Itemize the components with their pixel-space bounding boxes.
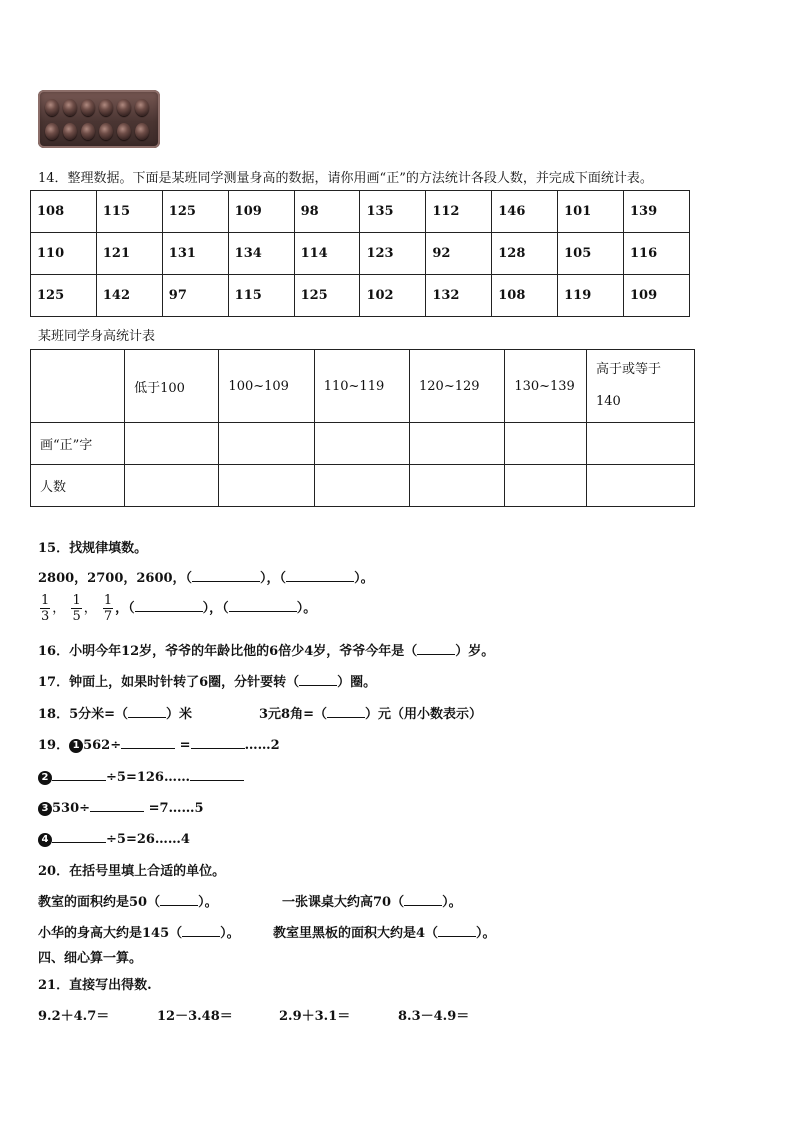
table-cell: 97	[162, 275, 228, 317]
answer-blank[interactable]	[192, 567, 260, 582]
answer-blank[interactable]	[182, 922, 220, 937]
table-row	[31, 423, 695, 465]
q19-text: ……2	[244, 738, 280, 753]
q15-line2	[38, 593, 316, 624]
q20-b-text: 一张课桌大约高70（	[282, 895, 405, 910]
q18-part-a	[38, 703, 192, 722]
q20-close: ）。	[442, 895, 462, 910]
table-cell: 115	[228, 275, 294, 317]
table-cell: 114	[294, 233, 360, 275]
q19-text: =7……5	[148, 801, 204, 816]
q18-a-text: 18．5分米=（	[38, 707, 129, 722]
table-cell: 92	[426, 233, 492, 275]
table-row	[31, 465, 695, 507]
table-cell: 101	[558, 191, 624, 233]
table-cell: 119	[558, 275, 624, 317]
answer-blank[interactable]	[438, 922, 476, 937]
numerator: 1	[103, 593, 113, 608]
q15-seq1-text: 2800，2700，2600，（	[38, 571, 193, 586]
q17-end: ）圈。	[337, 675, 377, 690]
q19-line2	[38, 766, 244, 785]
calc-item: 9.2＋4.7＝	[38, 1009, 110, 1024]
circled-number: 3	[38, 802, 52, 816]
height-data-table	[30, 190, 690, 317]
calc-item: 2.9＋3.1＝	[279, 1009, 351, 1024]
row-header: 画“正”字	[31, 423, 125, 465]
chocolate-tray-image	[38, 90, 160, 148]
q20-b	[282, 891, 462, 910]
calc-item: 8.3－4.9＝	[398, 1009, 470, 1024]
q18-part-b	[259, 703, 482, 722]
denominator: 7	[103, 609, 113, 624]
column-header: 120~129	[410, 350, 505, 423]
q19-line1	[38, 734, 280, 753]
q19-text: ÷5=26……4	[106, 832, 190, 847]
calc-item: 12－3.48＝	[157, 1009, 233, 1024]
q17-text: 17．钟面上，如果时针转了6圈，分针要转（	[38, 675, 300, 690]
answer-cell[interactable]	[505, 465, 587, 507]
stat-table-title: 某班同学身高统计表	[38, 329, 156, 344]
comma: ，	[83, 601, 97, 616]
fraction	[40, 593, 50, 624]
table-cell: 134	[228, 233, 294, 275]
q20-d	[273, 922, 496, 941]
circled-number: 2	[38, 771, 52, 785]
q15-mid-text: ），（	[202, 601, 229, 616]
answer-cell[interactable]	[410, 465, 505, 507]
answer-blank[interactable]	[52, 766, 106, 781]
table-cell: 109	[624, 275, 690, 317]
q16-end: ）岁。	[455, 644, 495, 659]
q19-prompt: 19．	[38, 738, 70, 753]
answer-blank[interactable]	[327, 703, 365, 718]
table-cell: 121	[96, 233, 162, 275]
q15-end-text: ）。	[296, 601, 317, 616]
answer-blank[interactable]	[90, 797, 144, 812]
section-heading: 四、细心算一算。	[38, 951, 143, 966]
q18-b-text: 3元8角=（	[259, 707, 327, 722]
fraction	[103, 593, 113, 624]
q19-text: 562÷	[83, 738, 122, 753]
table-cell: 125	[162, 191, 228, 233]
corner-cell	[31, 350, 125, 423]
q21-prompt: 21．直接写出得数.	[38, 978, 152, 993]
answer-blank[interactable]	[191, 734, 245, 749]
answer-blank[interactable]	[404, 891, 442, 906]
q15-frac-lead: ，（	[115, 601, 135, 616]
table-cell: 125	[294, 275, 360, 317]
q19-text: 530÷	[52, 801, 91, 816]
table-cell: 105	[558, 233, 624, 275]
q19-text: ÷5=126……	[106, 770, 190, 785]
table-cell: 102	[360, 275, 426, 317]
circled-number: 4	[38, 833, 52, 847]
circled-number: 1	[69, 739, 83, 753]
q20-close: ）。	[220, 926, 240, 941]
numerator: 1	[72, 593, 81, 608]
q20-c	[38, 922, 240, 941]
height-stat-table	[30, 349, 695, 507]
answer-cell[interactable]	[314, 465, 409, 507]
answer-blank[interactable]	[299, 671, 337, 686]
q15-mid-text: ），（	[260, 571, 287, 586]
q19-text: =	[179, 738, 191, 753]
q16-text: 16．小明今年12岁，爷爷的年龄比他的6倍少4岁，爷爷今年是（	[38, 644, 418, 659]
answer-cell[interactable]	[125, 423, 219, 465]
q20-d-text: 教室里黑板的面积大约是4（	[273, 926, 439, 941]
answer-cell[interactable]	[219, 423, 314, 465]
q20-c-text: 小华的身高大约是145（	[38, 926, 183, 941]
answer-blank[interactable]	[135, 597, 203, 612]
table-row	[31, 275, 690, 317]
answer-blank[interactable]	[52, 828, 106, 843]
table-cell: 108	[31, 191, 97, 233]
table-row	[31, 233, 690, 275]
fraction	[71, 593, 81, 624]
denominator: 5	[72, 609, 81, 624]
table-cell: 98	[294, 191, 360, 233]
q20-prompt: 20．在括号里填上合适的单位。	[38, 864, 226, 879]
table-cell: 123	[360, 233, 426, 275]
table-cell: 139	[624, 191, 690, 233]
q15-prompt: 15．找规律填数。	[38, 541, 148, 556]
answer-cell[interactable]	[505, 423, 587, 465]
answer-blank[interactable]	[286, 567, 354, 582]
answer-blank[interactable]	[128, 703, 166, 718]
q20-a	[38, 891, 218, 910]
answer-blank[interactable]	[229, 597, 297, 612]
table-cell: 109	[228, 191, 294, 233]
table-cell: 125	[31, 275, 97, 317]
answer-blank[interactable]	[417, 640, 455, 655]
table-cell: 146	[492, 191, 558, 233]
denominator: 3	[41, 609, 50, 624]
table-cell: 112	[426, 191, 492, 233]
comma: ，	[52, 601, 66, 616]
table-cell: 131	[162, 233, 228, 275]
q18-b-end: ）元（用小数表示）	[364, 707, 482, 722]
answer-cell[interactable]	[410, 423, 505, 465]
q19-line4	[38, 828, 190, 847]
table-cell: 135	[360, 191, 426, 233]
q14-prompt: 14．整理数据。下面是某班同学测量身高的数据，请你用画“正”的方法统计各段人数，并完成下面统计表。	[38, 171, 653, 186]
q15-line1	[38, 567, 374, 586]
column-header: 100~109	[219, 350, 314, 423]
answer-cell[interactable]	[125, 465, 219, 507]
answer-cell[interactable]	[314, 423, 409, 465]
q17-line	[38, 671, 376, 690]
table-cell: 142	[96, 275, 162, 317]
column-header	[587, 350, 695, 423]
q18-a-end: ）米	[166, 707, 193, 722]
table-cell: 116	[624, 233, 690, 275]
answer-blank[interactable]	[190, 766, 244, 781]
column-header: 低于100	[125, 350, 219, 423]
answer-cell[interactable]	[587, 465, 695, 507]
answer-cell[interactable]	[587, 423, 695, 465]
table-cell: 128	[492, 233, 558, 275]
column-header: 110~119	[314, 350, 409, 423]
column-header-line2: 140	[596, 394, 621, 409]
q20-close: ）。	[476, 926, 496, 941]
row-header: 人数	[31, 465, 125, 507]
table-row	[31, 191, 690, 233]
column-header: 130~139	[505, 350, 587, 423]
table-cell: 132	[426, 275, 492, 317]
table-cell: 108	[492, 275, 558, 317]
q20-close: ）。	[198, 895, 218, 910]
q16-line	[38, 640, 494, 659]
table-cell: 110	[31, 233, 97, 275]
q20-a-text: 教室的面积约是50（	[38, 895, 161, 910]
numerator: 1	[41, 593, 50, 608]
q15-end-text: ）。	[354, 571, 374, 586]
table-cell: 115	[96, 191, 162, 233]
answer-blank[interactable]	[160, 891, 198, 906]
column-header-line1: 高于或等于	[596, 362, 662, 377]
answer-cell[interactable]	[219, 465, 314, 507]
answer-blank[interactable]	[121, 734, 175, 749]
table-row	[31, 350, 695, 423]
q19-line3	[38, 797, 204, 816]
